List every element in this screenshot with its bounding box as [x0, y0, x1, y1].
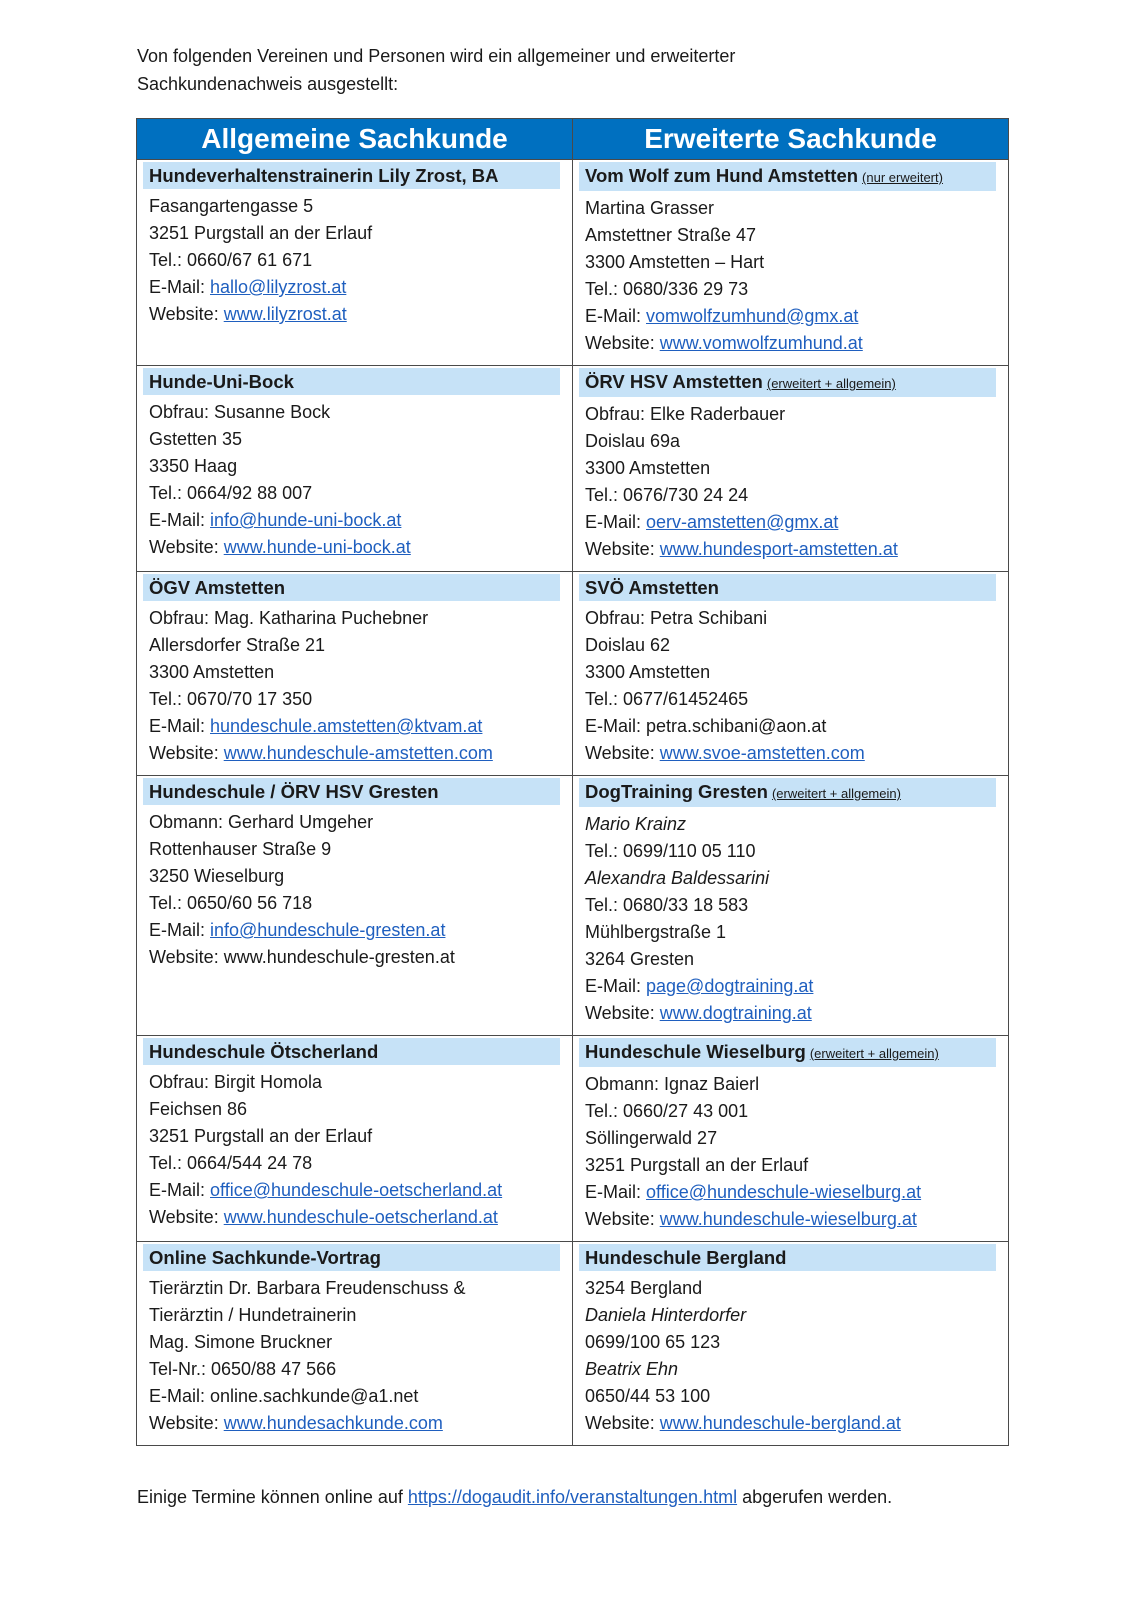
- contact-lines: [579, 397, 1002, 563]
- contact-line: [585, 919, 996, 946]
- email-link[interactable]: page@dogtraining.at: [646, 976, 814, 996]
- entry-cell-right: [573, 776, 1009, 1036]
- contact-line: [585, 1000, 996, 1027]
- contact-line: [585, 892, 996, 919]
- organization-title: [579, 778, 996, 807]
- contact-text: Mario Krainz: [585, 814, 687, 834]
- contact-line: [585, 713, 996, 740]
- entry-cell-right: [573, 366, 1009, 572]
- contact-label: Website:: [149, 304, 224, 324]
- contact-line: [585, 249, 996, 276]
- contact-line: [149, 193, 560, 220]
- contact-text: Tel.: 0680/33 18 583: [585, 895, 749, 915]
- website-link[interactable]: www.hundeschule-bergland.at: [659, 1413, 901, 1433]
- contact-text: Fasangartengasse 5: [149, 196, 314, 216]
- table-row: [137, 1242, 1009, 1446]
- entry-content: [137, 366, 572, 569]
- organization-title: [143, 778, 560, 805]
- entry-cell-right: [573, 1242, 1009, 1446]
- organization-title: [143, 1038, 560, 1065]
- contact-line: [149, 890, 560, 917]
- website-link[interactable]: www.svoe-amstetten.com: [659, 743, 865, 763]
- contact-line: [149, 301, 560, 328]
- contact-line: [149, 1096, 560, 1123]
- entry-cell-right: [573, 572, 1009, 776]
- contact-label: E-Mail:: [585, 976, 647, 996]
- scope-note: (erweitert + allgemein): [809, 1046, 939, 1061]
- contact-line: [149, 686, 560, 713]
- organization-title: [143, 1244, 560, 1271]
- contact-line: [149, 480, 560, 507]
- contact-line: [585, 605, 996, 632]
- table-row: [137, 366, 1009, 572]
- entry-cell-right: [573, 1036, 1009, 1242]
- contact-line: [585, 740, 996, 767]
- contact-text: Tel.: 0699/110 05 110: [585, 841, 756, 861]
- contact-text: 3264 Gresten: [585, 949, 695, 969]
- email-link[interactable]: office@hundeschule-wieselburg.at: [646, 1182, 922, 1202]
- organization-name: DogTraining Gresten: [585, 781, 768, 802]
- table-row: [137, 572, 1009, 776]
- entry-content: [573, 366, 1008, 571]
- entry-content: [137, 1242, 572, 1445]
- contact-text: Tel.: 0670/70 17 350: [149, 689, 313, 709]
- contact-label: E-Mail:: [585, 306, 647, 326]
- entry-content: [137, 1036, 572, 1239]
- contact-label: E-Mail:: [149, 1180, 211, 1200]
- contact-label: E-Mail:: [149, 716, 211, 736]
- contact-lines: [579, 601, 1002, 767]
- contact-text: Obfrau: Petra Schibani: [585, 608, 768, 628]
- contact-line: [149, 1410, 560, 1437]
- contact-label: Website:: [585, 1413, 660, 1433]
- footer-text: [137, 1483, 1007, 1511]
- intro-line-2: Sachkundenachweis ausgestellt:: [137, 74, 399, 94]
- organization-name: Online Sachkunde-Vortrag: [149, 1247, 381, 1268]
- contact-label: Website:: [149, 1413, 224, 1433]
- contact-line: [149, 453, 560, 480]
- entry-cell-right: [573, 160, 1009, 366]
- footer-link[interactable]: https://dogaudit.info/veranstaltungen.html: [407, 1487, 738, 1507]
- contact-line: [149, 399, 560, 426]
- contact-line: [149, 1204, 560, 1231]
- contact-text: Tel.: 0676/730 24 24: [585, 485, 749, 505]
- table-body: [137, 160, 1009, 1446]
- contact-label: E-Mail:: [149, 510, 211, 530]
- organization-title: [579, 1244, 996, 1271]
- website-link[interactable]: www.hundesport-amstetten.at: [659, 539, 898, 559]
- entry-cell-left: [137, 776, 573, 1036]
- footer-before: Einige Termine können online auf: [137, 1487, 408, 1507]
- contact-label: Website:: [149, 743, 224, 763]
- entry-cell-left: [137, 366, 573, 572]
- contact-text: 3251 Purgstall an der Erlauf: [149, 1126, 373, 1146]
- contact-line: [585, 222, 996, 249]
- scope-note: (nur erweitert): [862, 170, 943, 185]
- website-link[interactable]: www.hundeschule-oetscherland.at: [223, 1207, 498, 1227]
- entry-content: [573, 1036, 1008, 1241]
- contact-line: [149, 426, 560, 453]
- contact-text: Tel.: 0664/544 24 78: [149, 1153, 313, 1173]
- contact-line: [585, 536, 996, 563]
- contact-text: Obfrau: Birgit Homola: [149, 1072, 323, 1092]
- organization-title: [579, 162, 996, 191]
- organization-name: Vom Wolf zum Hund Amstetten: [585, 165, 859, 186]
- contact-text: 3251 Purgstall an der Erlauf: [585, 1155, 809, 1175]
- entry-content: [573, 1242, 1008, 1445]
- contact-line: [585, 1206, 996, 1233]
- contact-text: 3251 Purgstall an der Erlauf: [149, 223, 373, 243]
- contact-text: Rottenhauser Straße 9: [149, 839, 332, 859]
- website-link[interactable]: www.lilyzrost.at: [223, 304, 347, 324]
- contact-line: [585, 276, 996, 303]
- contact-line: [149, 1069, 560, 1096]
- contact-lines: [143, 189, 566, 328]
- organization-name: Hundeverhaltenstrainerin Lily Zrost, BA: [149, 165, 499, 186]
- contact-text: 0650/44 53 100: [585, 1386, 711, 1406]
- organization-name: Hundeschule Wieselburg: [585, 1041, 806, 1062]
- entry-content: [137, 572, 572, 775]
- contact-lines: [143, 1065, 566, 1231]
- organization-name: ÖRV HSV Amstetten: [585, 371, 763, 392]
- contact-line: [585, 1071, 996, 1098]
- contact-line: [585, 1329, 996, 1356]
- contact-label: Website:: [585, 333, 660, 353]
- contact-text: Tel.: 0650/60 56 718: [149, 893, 313, 913]
- contact-text: Tel.: 0660/27 43 001: [585, 1101, 749, 1121]
- contact-text: Tierärztin Dr. Barbara Freudenschuss &: [149, 1278, 466, 1298]
- contact-text: E-Mail: online.sachkunde@a1.net: [149, 1386, 419, 1406]
- email-link[interactable]: hundeschule.amstetten@ktvam.at: [210, 716, 483, 736]
- organization-name: Hundeschule Ötscherland: [149, 1041, 379, 1062]
- contact-text: Obmann: Ignaz Baierl: [585, 1074, 760, 1094]
- contact-text: Doislau 62: [585, 635, 671, 655]
- contact-text: Feichsen 86: [149, 1099, 248, 1119]
- contact-line: [149, 917, 560, 944]
- organization-name: Hundeschule Bergland: [585, 1247, 787, 1268]
- contact-lines: [143, 601, 566, 767]
- contact-text: Mag. Simone Bruckner: [149, 1332, 333, 1352]
- contact-line: [149, 944, 560, 971]
- contact-line: [585, 811, 996, 838]
- contact-line: [585, 1125, 996, 1152]
- contact-text: 3300 Amstetten: [585, 662, 711, 682]
- contact-line: [149, 659, 560, 686]
- contact-text: Tel.: 0664/92 88 007: [149, 483, 313, 503]
- email-link[interactable]: info@hundeschule-gresten.at: [210, 920, 446, 940]
- contact-line: [149, 534, 560, 561]
- intro-text: [137, 42, 1007, 98]
- contact-line: [149, 740, 560, 767]
- contact-line: [149, 713, 560, 740]
- contact-lines: [143, 395, 566, 561]
- contact-text: Beatrix Ehn: [585, 1359, 679, 1379]
- table-header-row: [137, 119, 1009, 160]
- email-link[interactable]: vomwolfzumhund@gmx.at: [646, 306, 859, 326]
- entry-content: [137, 776, 572, 979]
- contact-lines: [579, 1067, 1002, 1233]
- contact-line: [149, 1123, 560, 1150]
- contact-line: [585, 946, 996, 973]
- intro-line-1: Von folgenden Vereinen und Personen wird ein allgemeiner und erweiterter: [137, 46, 736, 66]
- contact-line: [149, 1329, 560, 1356]
- contact-text: 0699/100 65 123: [585, 1332, 721, 1352]
- contact-text: 3350 Haag: [149, 456, 238, 476]
- contact-line: [149, 1150, 560, 1177]
- organization-name: Hundeschule / ÖRV HSV Gresten: [149, 781, 439, 802]
- header-allgemeine-sachkunde: Allgemeine Sachkunde: [137, 119, 573, 160]
- footer-after: abgerufen werden.: [737, 1487, 893, 1507]
- contact-text: Tierärztin / Hundetrainerin: [149, 1305, 357, 1325]
- contact-text: Söllingerwald 27: [585, 1128, 718, 1148]
- contact-label: Website:: [149, 1207, 224, 1227]
- contact-line: [585, 632, 996, 659]
- contact-text: 3250 Wieselburg: [149, 866, 285, 886]
- entry-content: [573, 776, 1008, 1035]
- header-erweiterte-sachkunde: Erweiterte Sachkunde: [573, 119, 1009, 160]
- contact-line: [585, 686, 996, 713]
- contact-line: [585, 1302, 996, 1329]
- table-row: [137, 160, 1009, 366]
- contact-label: Website:: [585, 1209, 660, 1229]
- website-link[interactable]: www.vomwolfzumhund.at: [659, 333, 863, 353]
- contact-line: [585, 401, 996, 428]
- entry-cell-left: [137, 160, 573, 366]
- contact-line: [149, 1302, 560, 1329]
- contact-text: 3300 Amstetten – Hart: [585, 252, 765, 272]
- contact-lines: [143, 1271, 566, 1437]
- sachkunde-table: [136, 118, 1009, 1446]
- contact-line: [585, 1356, 996, 1383]
- contact-line: [585, 1410, 996, 1437]
- contact-text: Obfrau: Elke Raderbauer: [585, 404, 786, 424]
- contact-text: Gstetten 35: [149, 429, 243, 449]
- scope-note: (erweitert + allgemein): [771, 786, 901, 801]
- contact-line: [149, 863, 560, 890]
- email-link[interactable]: hallo@lilyzrost.at: [210, 277, 347, 297]
- organization-title: [579, 574, 996, 601]
- contact-line: [585, 455, 996, 482]
- contact-line: [585, 509, 996, 536]
- contact-label: Website:: [149, 537, 224, 557]
- contact-line: [585, 428, 996, 455]
- email-link[interactable]: info@hunde-uni-bock.at: [210, 510, 402, 530]
- organization-title: [579, 1038, 996, 1067]
- table-row: [137, 1036, 1009, 1242]
- contact-text: Mühlbergstraße 1: [585, 922, 727, 942]
- contact-line: [149, 1383, 560, 1410]
- contact-label: Website:: [585, 743, 660, 763]
- contact-text: Tel.: 0660/67 61 671: [149, 250, 313, 270]
- contact-text: Martina Grasser: [585, 198, 715, 218]
- organization-title: [143, 574, 560, 601]
- contact-line: [149, 274, 560, 301]
- website-link[interactable]: www.hunde-uni-bock.at: [223, 537, 411, 557]
- contact-text: Tel.: 0677/61452465: [585, 689, 749, 709]
- organization-name: ÖGV Amstetten: [149, 577, 286, 598]
- entry-cell-left: [137, 1242, 573, 1446]
- contact-line: [149, 1356, 560, 1383]
- contact-line: [585, 1383, 996, 1410]
- organization-title: [579, 368, 996, 397]
- contact-line: [149, 836, 560, 863]
- website-link[interactable]: www.dogtraining.at: [659, 1003, 812, 1023]
- contact-line: [585, 1098, 996, 1125]
- scope-note: (erweitert + allgemein): [766, 376, 896, 391]
- contact-line: [585, 195, 996, 222]
- contact-line: [149, 220, 560, 247]
- contact-label: E-Mail:: [149, 277, 211, 297]
- contact-text: Tel-Nr.: 0650/88 47 566: [149, 1359, 337, 1379]
- contact-label: E-Mail:: [585, 1182, 647, 1202]
- table-row: [137, 776, 1009, 1036]
- contact-line: [585, 659, 996, 686]
- organization-title: [143, 368, 560, 395]
- contact-lines: [579, 191, 1002, 357]
- organization-name: Hunde-Uni-Bock: [149, 371, 294, 392]
- entry-cell-left: [137, 572, 573, 776]
- contact-text: Alexandra Baldessarini: [585, 868, 770, 888]
- contact-text: Obfrau: Susanne Bock: [149, 402, 331, 422]
- contact-line: [149, 632, 560, 659]
- contact-text: Amstettner Straße 47: [585, 225, 757, 245]
- contact-line: [585, 330, 996, 357]
- contact-text: 3254 Bergland: [585, 1278, 703, 1298]
- website-link[interactable]: www.hundesachkunde.com: [223, 1413, 443, 1433]
- contact-text: 3300 Amstetten: [585, 458, 711, 478]
- contact-text: E-Mail: petra.schibani@aon.at: [585, 716, 827, 736]
- contact-label: E-Mail:: [149, 920, 211, 940]
- entry-content: [137, 160, 572, 336]
- email-link[interactable]: oerv-amstetten@gmx.at: [646, 512, 839, 532]
- contact-lines: [579, 807, 1002, 1027]
- contact-line: [585, 482, 996, 509]
- contact-line: [585, 1152, 996, 1179]
- contact-text: 3300 Amstetten: [149, 662, 275, 682]
- contact-line: [585, 865, 996, 892]
- contact-text: Obmann: Gerhard Umgeher: [149, 812, 374, 832]
- contact-line: [585, 303, 996, 330]
- entry-cell-left: [137, 1036, 573, 1242]
- contact-lines: [579, 1271, 1002, 1437]
- contact-line: [149, 507, 560, 534]
- contact-line: [585, 973, 996, 1000]
- contact-line: [585, 1275, 996, 1302]
- contact-text: Website: www.hundeschule-gresten.at: [149, 947, 455, 967]
- contact-label: Website:: [585, 1003, 660, 1023]
- contact-line: [149, 809, 560, 836]
- contact-text: Obfrau: Mag. Katharina Puchebner: [149, 608, 429, 628]
- contact-line: [585, 838, 996, 865]
- contact-text: Daniela Hinterdorfer: [585, 1305, 747, 1325]
- contact-text: Allersdorfer Straße 21: [149, 635, 326, 655]
- contact-line: [149, 247, 560, 274]
- contact-label: E-Mail:: [585, 512, 647, 532]
- organization-title: [143, 162, 560, 189]
- contact-lines: [143, 805, 566, 971]
- contact-line: [149, 1177, 560, 1204]
- entry-content: [573, 572, 1008, 775]
- contact-text: Doislau 69a: [585, 431, 681, 451]
- contact-text: Tel.: 0680/336 29 73: [585, 279, 749, 299]
- contact-line: [149, 1275, 560, 1302]
- website-link[interactable]: www.hundeschule-wieselburg.at: [659, 1209, 917, 1229]
- entry-content: [573, 160, 1008, 365]
- contact-line: [149, 605, 560, 632]
- website-link[interactable]: www.hundeschule-amstetten.com: [223, 743, 493, 763]
- organization-name: SVÖ Amstetten: [585, 577, 719, 598]
- contact-line: [585, 1179, 996, 1206]
- email-link[interactable]: office@hundeschule-oetscherland.at: [210, 1180, 503, 1200]
- contact-label: Website:: [585, 539, 660, 559]
